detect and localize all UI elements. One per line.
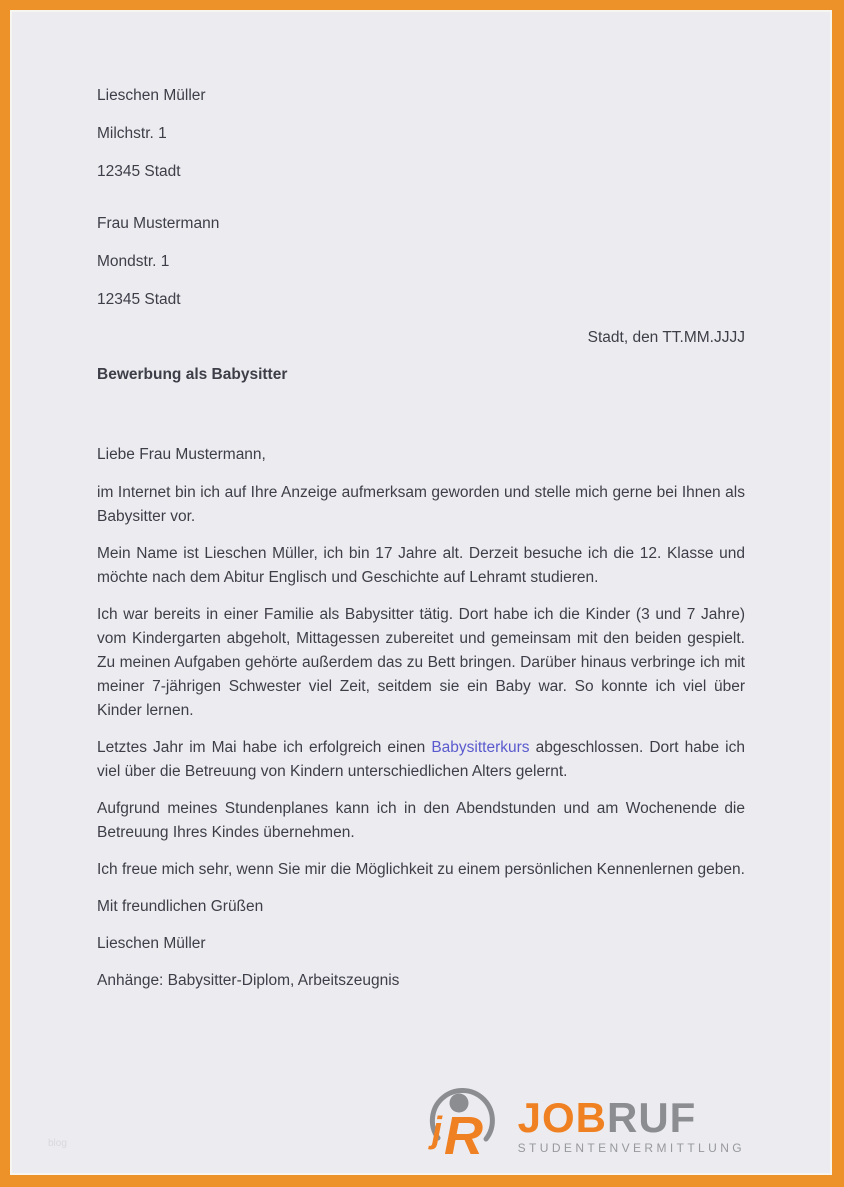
jobruf-word-job: JOB [517, 1093, 608, 1141]
course-text-before: Letztes Jahr im Mai habe ich erfolgreich einen [97, 739, 432, 756]
date-line: Stadt, den TT.MM.JJJJ [587, 329, 745, 346]
subject-line: Bewerbung als Babysitter [97, 366, 288, 383]
paragraph-availability: Aufgrund meines Stundenplanes kann ich in den Abendstunden und am Wochenende die Betreuung Ihres Kindes übernehmen. [97, 800, 745, 841]
svg-text:R: R [443, 1106, 483, 1166]
blog-watermark: blog [48, 1138, 67, 1149]
jobruf-subtitle: STUDENTENVERMITTLUNG [517, 1140, 745, 1155]
jobruf-logo [424, 1082, 745, 1170]
letter-body [10, 10, 832, 993]
recipient-street: Mondstr. 1 [97, 253, 170, 270]
sender-city: 12345 Stadt [97, 163, 181, 180]
paragraph-intro: im Internet bin ich auf Ihre Anzeige aufmerksam geworden und stelle mich gerne bei Ihnen als Babysitter vor. [97, 484, 745, 525]
svg-text:j: j [431, 1109, 442, 1150]
recipient-name: Frau Mustermann [97, 215, 220, 232]
sender-name: Lieschen Müller [97, 87, 206, 104]
attachments-line: Anhänge: Babysitter-Diplom, Arbeitszeugnis [97, 972, 400, 989]
paragraph-course [97, 736, 745, 784]
babysitterkurs-link[interactable]: Babysitterkurs [431, 739, 530, 756]
jobruf-word [517, 1093, 745, 1141]
signature-name: Lieschen Müller [97, 935, 206, 952]
jobruf-jr-person-icon [424, 1082, 504, 1170]
recipient-city: 12345 Stadt [97, 291, 181, 308]
jobruf-word-ruf: RUF [607, 1093, 697, 1141]
course-text-after: abgeschlossen. Dort habe ich viel über die Betreuung von Kindern unterschiedlichen Alters gelernt. [97, 739, 745, 780]
recipient-address [97, 216, 745, 307]
paragraph-meeting: Ich freue mich sehr, wenn Sie mir die Möglichkeit zu einem persönlichen Kennenlernen geben. [97, 861, 745, 878]
salutation: Liebe Frau Mustermann, [97, 446, 266, 463]
paragraph-about-me: Mein Name ist Lieschen Müller, ich bin 17 Jahre alt. Derzeit besuche ich die 12. Klasse und möchte nach dem Abitur Englisch und Geschichte auf Lehramt studieren. [97, 545, 745, 586]
closing-line: Mit freundlichen Grüßen [97, 898, 264, 915]
sender-address [97, 88, 745, 179]
sender-street: Milchstr. 1 [97, 125, 167, 142]
paragraph-experience: Ich war bereits in einer Familie als Babysitter tätig. Dort habe ich die Kinder (3 und 7 Jahre) vom Kindergarten abgeholt, Mittagessen zubereitet und gemeinsam mit den beiden gespielt. Zu meinen Aufgaben gehörte außerdem das zu Bett bringen. Darüber hinaus verbringe ich mit meiner 7-jährigen Schwester viel Zeit, seitdem sie ein Baby war. So konnte ich viel über Kinder lernen. [97, 606, 745, 719]
jobruf-wordmark [517, 1093, 745, 1155]
